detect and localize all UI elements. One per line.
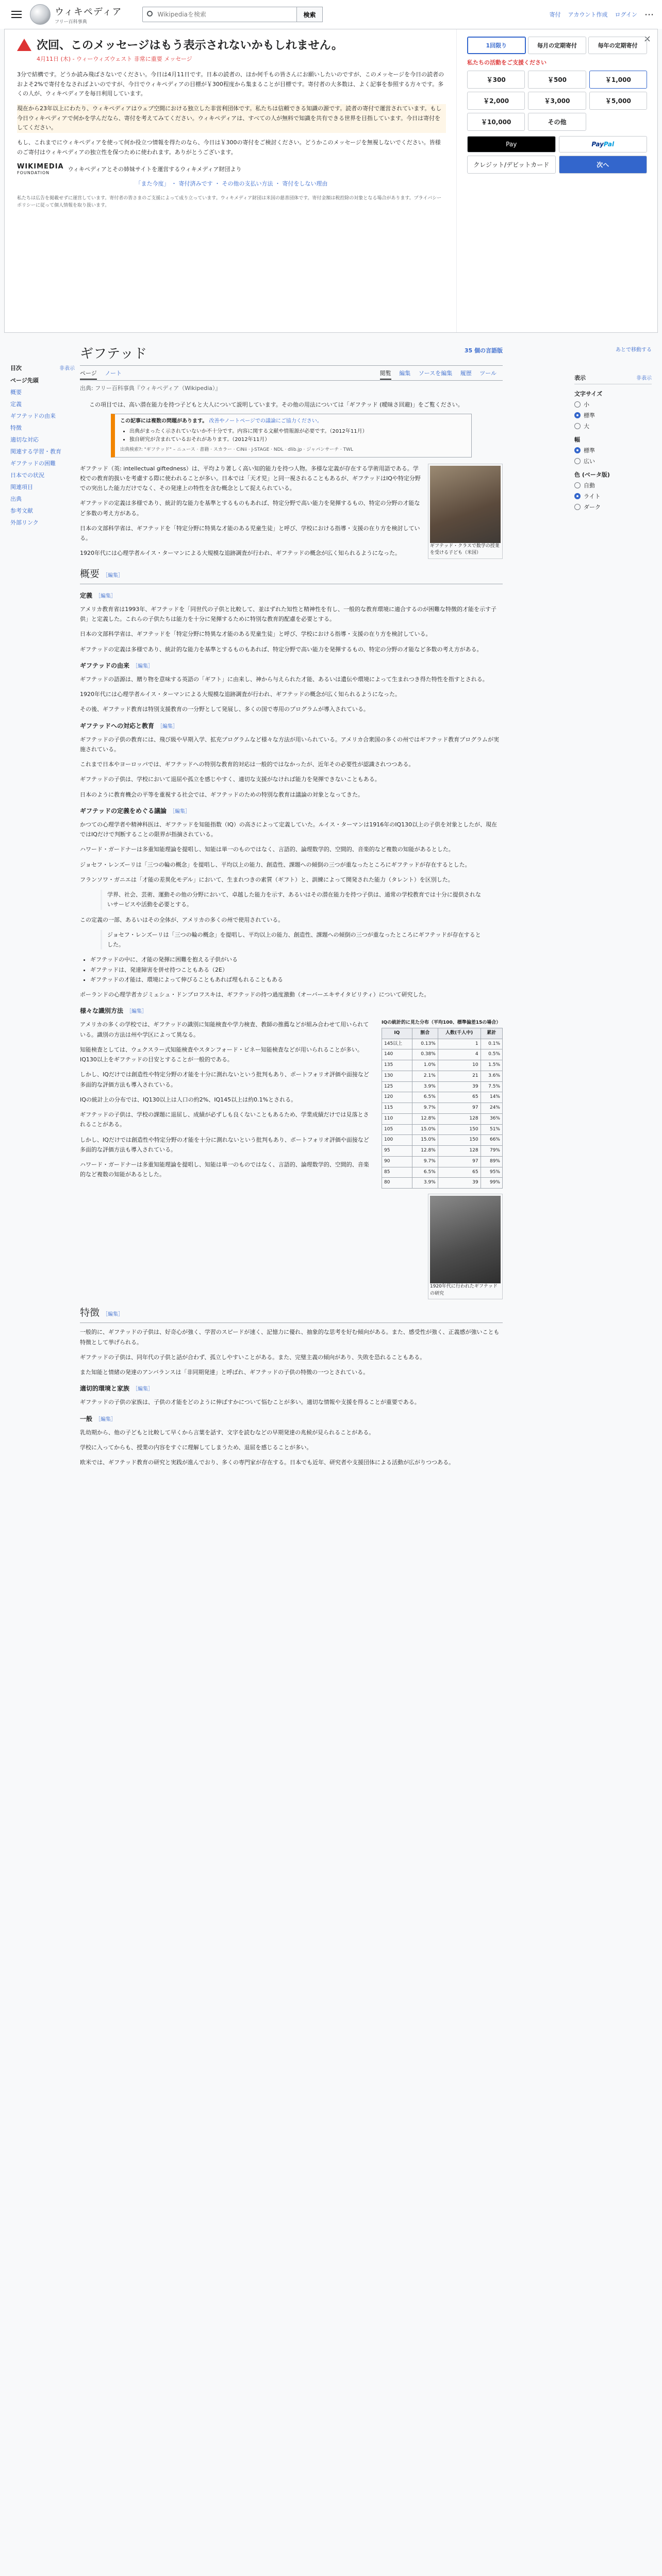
table-cell: 130: [382, 1071, 412, 1081]
tab-edit[interactable]: 編集: [399, 370, 411, 377]
paragraph: 1920年代には心理学者ルイス・ターマンによる大規模な追跡調査が行われ、ギフテッドの概念が広く知られるようになった。: [80, 691, 401, 698]
table-cell: 80: [382, 1178, 412, 1189]
toc-item[interactable]: ギフテッドの困難: [10, 460, 56, 467]
table-row: [382, 1039, 503, 1049]
banner-footer-links[interactable]: 「また今度」 ・ 寄付済みです ・ その他の支払い方法 ・ 寄付をしない理由: [135, 180, 328, 187]
main-menu-button[interactable]: [8, 6, 25, 23]
wikipedia-globe-icon: [30, 4, 51, 25]
radio-icon: [574, 482, 581, 488]
table-cell: 89%: [481, 1156, 502, 1167]
table-cell: 0.13%: [412, 1039, 438, 1049]
paragraph: ハワード・ガードナーは多重知能理論を提唱し、知能は単一のものではなく、言語的、論理数学的、空間的、音楽的など複数の知能があるとした。: [80, 846, 454, 853]
language-button[interactable]: 35 個の言語版: [464, 347, 503, 354]
search-button[interactable]: 検索: [297, 7, 322, 22]
paragraph: 乳幼期から、他の子どもと比較して早くから言葉を話す、文字を読むなどの早期発達の兆候が見られることがある。: [80, 1429, 375, 1436]
amount-option[interactable]: ￥1,000: [589, 71, 647, 89]
section-heading: 定義: [80, 591, 93, 599]
radio-icon: [574, 493, 581, 499]
paragraph: しかし、IQだけでは創造性や特定分野の才能を十分に測れないという批判もあり、ポートフォリオ評価や面接など多面的な評価方法も導入されている。: [80, 1071, 369, 1088]
table-cell: 6.5%: [412, 1167, 438, 1178]
table-cell: 79%: [481, 1146, 502, 1157]
toc-item[interactable]: 適切な対応: [10, 436, 39, 443]
amount-option[interactable]: ￥3,000: [528, 92, 586, 110]
color-auto[interactable]: 自動: [574, 481, 652, 489]
table-cell: 115: [382, 1103, 412, 1114]
paragraph: 日本のように教育機会の平等を重視する社会では、ギフテッドのための特別な教育は議論の対象となってきた。: [80, 791, 363, 798]
table-cell: 0.5%: [481, 1049, 502, 1060]
table-cell: 105: [382, 1124, 412, 1135]
toc-item[interactable]: 外部リンク: [10, 519, 39, 526]
amount-option[interactable]: ￥300: [467, 71, 525, 89]
table-row: [382, 1092, 503, 1103]
table-header: 割合: [412, 1028, 438, 1039]
table-cell: 125: [382, 1081, 412, 1092]
issues-box: [111, 414, 472, 457]
section-heading: ギフテッドの定義をめぐる議論: [80, 807, 167, 815]
table-cell: 24%: [481, 1103, 502, 1114]
paragraph: ポーランドの心理学者カジミェシュ・ドンブロフスキは、ギフテッドの持つ過度激動（オーバーエキサイタビリティ）について研究した。: [80, 991, 430, 998]
table-cell: 90: [382, 1156, 412, 1167]
paragraph: 欧米では、ギフテッド教育の研究と実践が進んでおり、多くの専門家が存在する。日本でも近年、研究者や支援団体による活動が広がりつつある。: [80, 1459, 454, 1466]
table-row: [382, 1060, 503, 1071]
issues-title: この記事には複数の問題があります。: [120, 418, 208, 425]
table-row: [382, 1178, 503, 1189]
issue-item: • 出典がまったく示されていないか不十分です。内容に関する文献や情報源が必要です。（2012年11月）: [129, 428, 466, 436]
login-link[interactable]: ログイン: [615, 11, 637, 18]
tab-talk[interactable]: ノート: [105, 370, 122, 377]
close-icon[interactable]: ×: [643, 33, 651, 44]
color-light[interactable]: ライト: [574, 492, 652, 500]
lead-paragraph: 1920年代には心理学者ルイス・ターマンによる大規模な追跡調査が行われ、ギフテッドの概念が広く知られるようになった。: [80, 550, 401, 557]
table-cell: 0.38%: [412, 1049, 438, 1060]
frequency-once[interactable]: 1回限り: [467, 37, 526, 54]
table-cell: 4: [438, 1049, 481, 1060]
paragraph: これまで日本やヨーロッパでは、ギフテッドへの特別な教育的対応は一般的ではなかったが、近年その必要性が認識されつつある。: [80, 761, 415, 768]
card-button[interactable]: クレジット/デビットカード: [467, 156, 556, 174]
source-search[interactable]: 出典検索?: "ギフテッド" – ニュース · 書籍 · スカラー · CiNii · J-STAGE · NDL · dlib.jp · ジャパンサーチ · TWL: [120, 447, 354, 453]
table-cell: 9.7%: [412, 1156, 438, 1167]
paragraph: ギフテッドの子供は、同年代の子供と話が合わず、孤立しやすいことがある。また、完璧主義の傾向があり、失敗を恐れることもある。: [80, 1353, 426, 1361]
more-options-icon[interactable]: ⋯: [644, 9, 654, 20]
table-cell: 97: [438, 1103, 481, 1114]
amount-option[interactable]: ￥10,000: [467, 113, 525, 131]
amount-option[interactable]: ￥5,000: [589, 92, 647, 110]
table-cell: 65: [438, 1167, 481, 1178]
site-header: [0, 0, 662, 29]
issue-item: • 独自研究が含まれているおそれがあります。（2012年11月）: [129, 436, 466, 444]
classroom-photo: [430, 466, 501, 543]
banner-paragraph: 3分で結構です。どうか読み飛ばさないでください。今日は4月11日です。日本の読者の、ほか何千もの皆さんにお願いしたいのですが、このメッセージを今日の読者のおよそ2%で寄付をなさればよいのですが、今日でウィキペディアの目標が￥300程度から集まることが目標です。寄付者の大多数は、よく記事を参照する方々です。多くの人が、ウィキペディアを毎日利用しています。: [17, 71, 444, 97]
table-row: [382, 1071, 503, 1081]
table-cell: 1: [438, 1039, 481, 1049]
toc-item[interactable]: 参考文献: [10, 507, 33, 514]
table-cell: 12.8%: [412, 1146, 438, 1157]
banner-paragraph: もし、これまでにウィキペディアを使って何か役立つ情報を得たのなら、今日は￥300の寄付をご検討ください。どうかこのメッセージを無視しないでください。皆様のご寄付はウィキペディアの独立性を保つために使われます。ありがとうございます。: [17, 139, 441, 156]
issues-link[interactable]: 改善やノートページでの議論にご協力ください。: [209, 418, 322, 425]
edit-section-link[interactable]: ［編集］: [133, 663, 154, 669]
lead-paragraph: 日本の文部科学省は、ギフテッドを「特定分野に特異な才能のある児童生徒」と呼び、学校における指導・支援の在り方を検討している。: [80, 524, 420, 542]
banner-fine-print: 私たちは広告を掲載せずに運営しています。寄付者の皆さまのご支援によって成り立っています。ウィキメディア財団は米国の慈善団体です。寄付金額は税控除の対象となる場合があります。プライバシーポリシーに従って個人情報を取り扱います。: [17, 195, 442, 208]
table-cell: 145以上: [382, 1039, 412, 1049]
table-cell: 95%: [481, 1167, 502, 1178]
paragraph: 知能検査としては、ウェクスラー式知能検査やスタンフォード・ビネー知能検査などが用いられることが多い。IQ130以上をギフテッドの目安とすることが一般的である。: [80, 1046, 363, 1063]
toc-item[interactable]: 出典: [10, 496, 22, 502]
width-wide[interactable]: 広い: [574, 457, 652, 465]
table-row: [382, 1156, 503, 1167]
lead-paragraph: ギフテッド（英: intellectual giftedness）は、平均より著しく高い知的能力を持つ人物。多様な定義が存在する学術用語である。学校での教育的扱いを考慮する際に使われることが多い。日本では「天才児」と同一視されることもあるが、ギフテッドはIQや特定分野での突出した能力だけでなく、その発達上の特性を含む概念として捉えられている。: [80, 465, 421, 492]
text-size-small[interactable]: 小: [574, 400, 652, 409]
text-size-large[interactable]: 大: [574, 422, 652, 430]
hatnote: この項目では、高い潜在能力を持つ子どもと大人について説明しています。その他の用法については「ギフテッド (曖昧さ回避)」をご覧ください。: [89, 401, 464, 408]
org-line: ウィキペディアとその姉妹サイトを運営するウィキメディア財団より: [68, 165, 242, 173]
radio-icon: [574, 447, 581, 453]
site-logo[interactable]: [30, 4, 122, 25]
section-heading: 特徴: [80, 1307, 100, 1319]
table-row: [382, 1113, 503, 1124]
figure-thumbnail[interactable]: [428, 1194, 503, 1299]
donate-link[interactable]: 寄付: [549, 11, 561, 18]
table-cell: 85: [382, 1167, 412, 1178]
edit-section-link[interactable]: ［編集］: [95, 593, 117, 599]
paragraph: アメリカ教育省は1993年、ギフテッドを「同世代の子供と比較して、並はずれた知性と精神性を有し、一般的な教育環境に適合するのが困難な特徴的才能を示す子供」と定義した。これらの子供たちは能力を十分に発揮するために特別な教育的配慮を必要とする。: [80, 605, 496, 623]
color-dark[interactable]: ダーク: [574, 503, 652, 511]
paragraph: また知能と情緒の発達のアンバランスは「非同期発達」と呼ばれ、ギフテッドの子供の特徴の一つとされている。: [80, 1369, 369, 1376]
text-size-label: 文字サイズ: [574, 391, 603, 397]
apple-pay-button[interactable]: Pay: [467, 136, 556, 152]
table-cell: 150: [438, 1124, 481, 1135]
paragraph: かつての心理学者や精神科医は、ギフテッドを知能指数（IQ）の高さによって定義していた。ルイス・ターマンは1916年のIQ130以上の子供を対象としたが、現在ではIQだけで判断することの限界が指摘されている。: [80, 821, 498, 838]
paragraph: IQの統計上の分布では、IQ130以上は人口の約2%、IQ145以上は約0.1%とされる。: [80, 1096, 297, 1103]
toc-item[interactable]: 概要: [10, 389, 22, 396]
toc-item[interactable]: 特徴: [10, 425, 22, 431]
lead-paragraph: ギフテッドの定義は多様であり、統計的な能力を基準とするものもあれば、特定分野で高い能力を発揮するもの、特定の分野の才能など多数の考え方がある。: [80, 500, 420, 517]
table-cell: 135: [382, 1060, 412, 1071]
amount-option[interactable]: ￥500: [528, 71, 586, 89]
table-header: IQ: [382, 1028, 412, 1039]
table-cell: 1.0%: [412, 1060, 438, 1071]
table-row: [382, 1103, 503, 1114]
toc-item[interactable]: 関連する学習・教育: [10, 448, 61, 455]
paragraph: 一般的に、ギフテッドの子供は、好奇心が強く、学習のスピードが速く、記憶力に優れ、抽象的な思考を好む傾向がある。また、感受性が強く、正義感が強いことも特徴として挙げられる。: [80, 1329, 500, 1346]
blockquote: ジョセフ・レンズーリは「三つの輪の概念」を提唱し、平均以上の能力、創造性、課題への傾倒の三つが重なったところにギフテッドが存在するとした。: [101, 930, 482, 950]
paragraph: ハワード・ガードナーは多重知能理論を提唱し、知能は単一のものではなく、言語的、論理数学的、空間的、音楽的など複数の知能があるとした。: [80, 1161, 369, 1178]
section-heading: ギフテッドへの対応と教育: [80, 722, 155, 730]
table-cell: 39: [438, 1178, 481, 1189]
paragraph: ジョセフ・レンズーリは「三つの輪の概念」を提唱し、平均以上の能力、創造性、課題への傾倒の三つが重なったところにギフテッドが存在するとした。: [80, 861, 471, 868]
toc-item[interactable]: 日本での状況: [10, 472, 44, 479]
banner-title: 次回、このメッセージはもう表示されないかもしれません。: [37, 39, 343, 52]
edit-section-link[interactable]: ［編集］: [133, 1386, 154, 1393]
radio-icon: [574, 401, 581, 408]
table-cell: 95: [382, 1146, 412, 1157]
table-header: 人数(千人中): [438, 1028, 481, 1039]
table-row: [382, 1049, 503, 1060]
table-cell: 14%: [481, 1092, 502, 1103]
figure-caption: 1920年代に行われたギフテッドの研究: [430, 1284, 498, 1296]
banner-paragraph: 現在から23年以上にわたり、ウィキペディアはウェブ空間における独立した非営利団体です。私たちは信頼できる知識の源です。読者の寄付で運営されています。もし今日ウィキペディアで何かを学んだなら、寄付を考えてみてください。ウィキペディアは、すべての人が無料で知識を共有できる世界を目指しています。今日は寄付をしてください。: [17, 104, 446, 133]
site-name: ウィキペディア: [55, 6, 122, 18]
table-cell: 9.7%: [412, 1103, 438, 1114]
warning-icon: [17, 39, 31, 51]
paragraph: その後、ギフテッド教育は特別支援教育の一分野として発展し、多くの国で専用のプログラムが導入されている。: [80, 706, 369, 713]
wikimedia-logo: [17, 163, 446, 175]
paragraph: 学校に入ってからも、授業の内容をすぐに理解してしまうため、退屈を感じることが多い。: [80, 1444, 312, 1451]
paragraph: この定義の一部、あるいはその全体が、アメリカの多くの州で使用されている。: [80, 916, 284, 923]
appearance-title: 表示: [574, 375, 586, 381]
paragraph: 日本の文部科学省は、ギフテッドを「特定分野に特異な才能のある児童生徒」と呼び、学校における指導・支援の在り方を検討している。: [80, 631, 432, 638]
search-input[interactable]: [142, 7, 297, 22]
table-cell: 3.9%: [412, 1178, 438, 1189]
toc-title: 目次: [10, 365, 22, 371]
table-cell: 97: [438, 1156, 481, 1167]
iq-distribution-table: [382, 1020, 503, 1189]
section-heading: 適切的環境と家族: [80, 1385, 130, 1393]
list-item: • ギフテッドの才能は、環境によって伸びることもあれば埋もれることもある: [90, 975, 503, 985]
org-name: WIKIMEDIA FOUNDATION: [17, 162, 64, 175]
page-body: [0, 333, 662, 2576]
table-cell: 120: [382, 1092, 412, 1103]
list-item: • ギフテッドの中に、才能の発揮に困難を抱える子供がいる: [90, 955, 503, 964]
table-cell: 21: [438, 1071, 481, 1081]
table-cell: 110: [382, 1113, 412, 1124]
appearance-panel: [574, 345, 652, 514]
radio-icon: [574, 423, 581, 429]
search-form: [142, 7, 322, 22]
frequency-yearly[interactable]: 毎年の定期寄付: [588, 37, 647, 54]
table-cell: 128: [438, 1113, 481, 1124]
edit-section-link[interactable]: ［編集］: [170, 808, 191, 815]
paragraph: ギフテッドの子供の教育には、飛び級や早期入学、拡充プログラムなど様々な方法が用いられている。アメリカ合衆国の多くの州ではギフテッド教育プログラムが実施されている。: [80, 736, 500, 753]
table-cell: 3.6%: [481, 1071, 502, 1081]
table-row: [382, 1081, 503, 1092]
table-cell: 39: [438, 1081, 481, 1092]
table-cell: 2.1%: [412, 1071, 438, 1081]
radio-icon: [574, 412, 581, 418]
figure-caption: ギフテッド・クラスで数学の授業を受ける子ども（米国）: [430, 543, 500, 556]
move-later-link[interactable]: あとで移動する: [616, 347, 652, 353]
table-cell: 7.5%: [481, 1081, 502, 1092]
toc-item[interactable]: 関連項目: [10, 484, 33, 490]
figure-thumbnail[interactable]: [428, 464, 503, 559]
article-source-line: 出典: フリー百科事典『ウィキペディア（Wikipedia）』: [80, 385, 221, 392]
article-content: [80, 400, 503, 1472]
tab-page[interactable]: ページ: [80, 370, 97, 380]
table-caption: IQの統計的に見た分布（平均100、標準偏差15の場合）: [382, 1020, 501, 1026]
table-cell: 6.5%: [412, 1092, 438, 1103]
edit-section-link[interactable]: ［編集］: [95, 1416, 117, 1422]
table-cell: 66%: [481, 1135, 502, 1146]
section-heading: 様々な識別方法: [80, 1007, 124, 1015]
banner-subtitle: 4月11日 (木) - ウィーウィズウェスト 非常に重要 メッセージ: [37, 56, 192, 62]
amount-other[interactable]: その他: [528, 113, 586, 131]
blockquote: 学界、社会、芸術、運動その他の分野において、卓越した能力を示す、あるいはその潜在能力を持つ子供は、通常の学校教育では十分に提供されないサービスや活動を必要とする。: [101, 890, 482, 910]
radio-icon: [574, 458, 581, 464]
table-cell: 10: [438, 1060, 481, 1071]
section-heading: ギフテッドの由来: [80, 662, 130, 669]
table-cell: 100: [382, 1135, 412, 1146]
table-cell: 15.0%: [412, 1124, 438, 1135]
paragraph: ギフテッドの子供の家族は、子供の才能をどのように伸ばすかについて悩むことが多い。適切な情報や支援を得ることが重要である。: [80, 1399, 420, 1406]
table-cell: 3.9%: [412, 1081, 438, 1092]
edit-section-link[interactable]: ［編集］: [103, 1312, 124, 1318]
width-standard[interactable]: 標準: [574, 446, 652, 454]
table-row: [382, 1135, 503, 1146]
amount-option[interactable]: ￥2,000: [467, 92, 525, 110]
table-of-contents: [10, 364, 75, 530]
paragraph: アメリカの多くの学校では、ギフテッドの識別に知能検査や学力検査、教師の推薦などが組み合わせて用いられている。識別の方法は州や学区によって異なる。: [80, 1021, 369, 1038]
table-row: [382, 1124, 503, 1135]
paragraph: しかし、IQだけでは創造性や特定分野の才能を十分に測れないという批判もあり、ポートフォリオ評価や面接など多面的な評価方法も導入されている。: [80, 1136, 369, 1153]
user-links: [550, 9, 654, 20]
paragraph: ギフテッドの定義は多様であり、統計的な能力を基準とするものもあれば、特定分野で高い能力を発揮するもの、特定の分野の才能など多数の考え方がある。: [80, 646, 483, 653]
color-label: 色 (ベータ版): [574, 471, 610, 478]
table-cell: 15.0%: [412, 1135, 438, 1146]
frequency-monthly[interactable]: 毎月の定期寄付: [528, 37, 587, 54]
tab-tools[interactable]: ツール: [479, 370, 496, 377]
edit-section-link[interactable]: ［編集］: [126, 1009, 147, 1015]
table-cell: 51%: [481, 1124, 502, 1135]
tab-read[interactable]: 閲覧: [380, 370, 391, 380]
section-heading: 概要: [80, 568, 100, 580]
toc-item[interactable]: ページ先頭: [10, 377, 39, 384]
amount-prompt: 私たちの活動をご支援ください: [467, 59, 547, 66]
toc-item[interactable]: 定義: [10, 401, 22, 408]
table-cell: 1.5%: [481, 1060, 502, 1071]
table-row: [382, 1167, 503, 1178]
tab-edit-source[interactable]: ソースを編集: [418, 370, 453, 377]
paragraph: フランソワ・ガニエは「才能の差異化モデル」において、生まれつきの素質（ギフト）と、訓練によって開発された能力（タレント）を区別した。: [80, 876, 454, 883]
section-heading: 一般: [80, 1415, 93, 1422]
radio-icon: [574, 504, 581, 510]
text-size-standard[interactable]: 標準: [574, 411, 652, 419]
table-cell: 128: [438, 1146, 481, 1157]
table-cell: 12.8%: [412, 1113, 438, 1124]
table-cell: 0.1%: [481, 1039, 502, 1049]
article-header: [80, 341, 503, 395]
tab-history[interactable]: 履歴: [460, 370, 472, 377]
paypal-button[interactable]: PayPal: [559, 136, 648, 152]
table-cell: 140: [382, 1049, 412, 1060]
toc-item[interactable]: ギフテッドの由来: [10, 413, 56, 419]
paragraph: ギフテッドの語源は、贈り物を意味する英語の「ギフト」に由来し、神から与えられた才能、あるいは遺伝や環境によって生まれつき得た特性を指すとされる。: [80, 675, 488, 683]
table-cell: 36%: [481, 1113, 502, 1124]
appearance-hide-button[interactable]: 非表示: [636, 376, 652, 381]
table-row: [382, 1146, 503, 1157]
donation-banner: [4, 29, 658, 333]
donation-form: [456, 29, 657, 332]
width-label: 幅: [574, 436, 580, 443]
paragraph: ギフテッドの子供は、学校において退屈や孤立を感じやすく、適切な支援がなければ能力を発揮できないこともある。: [80, 776, 380, 783]
next-button[interactable]: 次へ: [559, 156, 648, 174]
table-cell: 150: [438, 1135, 481, 1146]
site-tagline: フリー百科事典: [55, 19, 87, 25]
create-account-link[interactable]: アカウント作成: [568, 11, 608, 18]
page-title: ギフテッド: [80, 341, 503, 366]
table-cell: 65: [438, 1092, 481, 1103]
table-cell: 99%: [481, 1178, 502, 1189]
edit-section-link[interactable]: ［編集］: [103, 572, 124, 579]
paragraph: ギフテッドの子供は、学校の課題に退屈し、成績が必ずしも良くないこともあるため、学業成績だけでは見落とされることがある。: [80, 1111, 369, 1128]
list-item: • ギフテッドは、発達障害を併せ持つこともある（2E）: [90, 965, 503, 975]
edit-section-link[interactable]: ［編集］: [157, 723, 178, 730]
historical-photo: [430, 1196, 501, 1283]
table-header: 累計: [481, 1028, 502, 1039]
toc-hide-button[interactable]: 非表示: [59, 366, 75, 371]
